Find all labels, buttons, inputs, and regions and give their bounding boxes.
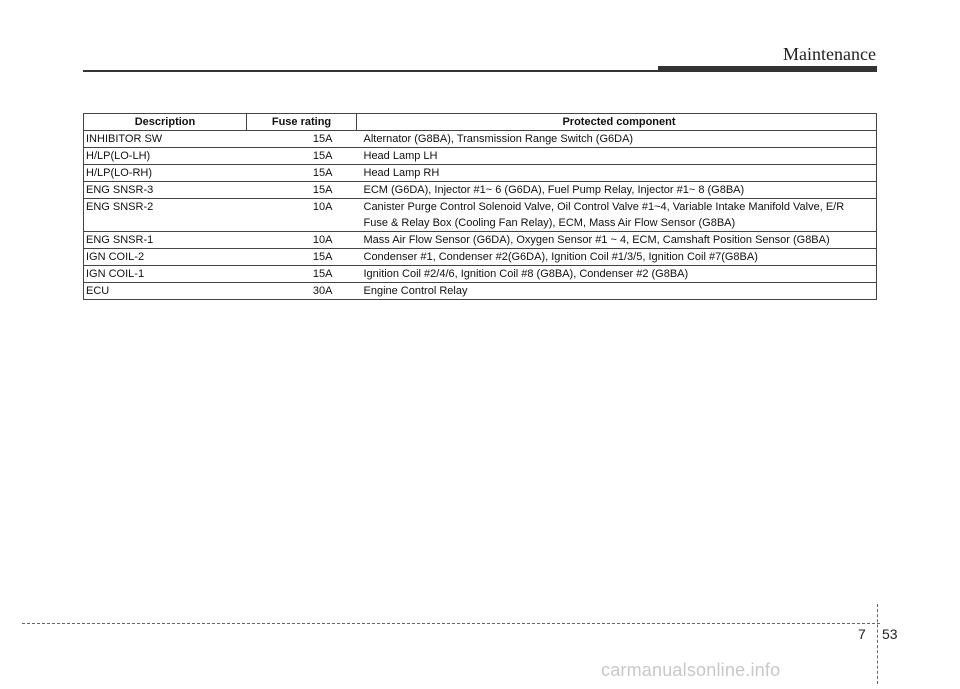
cell-description: ENG SNSR-3 [84, 182, 247, 199]
cell-protected-component: Mass Air Flow Sensor (G6DA), Oxygen Sensor #1 ~ 4, ECM, Camshaft Position Sensor (G8BA) [357, 232, 877, 249]
fuse-table [83, 113, 877, 300]
cell-description: INHIBITOR SW [84, 131, 247, 148]
cell-description: IGN COIL-2 [84, 249, 247, 266]
cell-protected-component: Condenser #1, Condenser #2(G6DA), Ignition Coil #1/3/5, Ignition Coil #7(G8BA) [357, 249, 877, 266]
column-header-fuse-rating: Fuse rating [247, 114, 357, 131]
cell-protected-component: ECM (G6DA), Injector #1~ 6 (G6DA), Fuel Pump Relay, Injector #1~ 8 (G8BA) [357, 182, 877, 199]
cell-fuse-rating: 10A [247, 199, 357, 232]
cell-fuse-rating: 15A [247, 131, 357, 148]
component-line-1: Canister Purge Control Solenoid Valve, Oil Control Valve #1~4, Variable Intake Manifold Valve, E/R [363, 201, 845, 213]
table-row [84, 249, 877, 266]
table-header-row [84, 114, 877, 131]
table-row [84, 148, 877, 165]
cell-protected-component: Head Lamp LH [357, 148, 877, 165]
column-header-protected-component: Protected component [357, 114, 877, 131]
cell-description: ECU [84, 283, 247, 300]
table-row [84, 266, 877, 283]
cell-fuse-rating: 15A [247, 165, 357, 182]
cell-description: IGN COIL-1 [84, 266, 247, 283]
cell-fuse-rating: 15A [247, 249, 357, 266]
cell-description: H/LP(LO-RH) [84, 165, 247, 182]
section-title: Maintenance [783, 44, 876, 64]
cell-protected-component: Alternator (G8BA), Transmission Range Switch (G6DA) [357, 131, 877, 148]
cell-fuse-rating: 15A [247, 148, 357, 165]
cell-description: ENG SNSR-2 [84, 199, 247, 232]
cell-description: ENG SNSR-1 [84, 232, 247, 249]
table-row [84, 283, 877, 300]
table-row [84, 165, 877, 182]
cell-protected-component: Engine Control Relay [357, 283, 877, 300]
cell-description: H/LP(LO-LH) [84, 148, 247, 165]
header-rule-thin [83, 70, 658, 72]
footer-dashed-divider [877, 604, 878, 684]
header-rule-thick [658, 66, 877, 72]
cell-protected-component: Ignition Coil #2/4/6, Ignition Coil #8 (G8BA), Condenser #2 (G8BA) [357, 266, 877, 283]
cell-protected-component [357, 199, 877, 232]
cell-protected-component: Head Lamp RH [357, 165, 877, 182]
cell-fuse-rating: 15A [247, 266, 357, 283]
chapter-number: 7 [858, 626, 866, 642]
column-header-description: Description [84, 114, 247, 131]
page-number: 53 [882, 626, 898, 642]
cell-fuse-rating: 10A [247, 232, 357, 249]
cell-fuse-rating: 30A [247, 283, 357, 300]
cell-fuse-rating: 15A [247, 182, 357, 199]
footer-dashed-rule [22, 623, 880, 624]
table-row [84, 131, 877, 148]
table-row [84, 182, 877, 199]
table-row [84, 199, 877, 232]
component-line-2: Fuse & Relay Box (Cooling Fan Relay), ECM, Mass Air Flow Sensor (G8BA) [363, 217, 736, 229]
table-row [84, 232, 877, 249]
watermark: carmanualsonline.info [601, 660, 781, 680]
